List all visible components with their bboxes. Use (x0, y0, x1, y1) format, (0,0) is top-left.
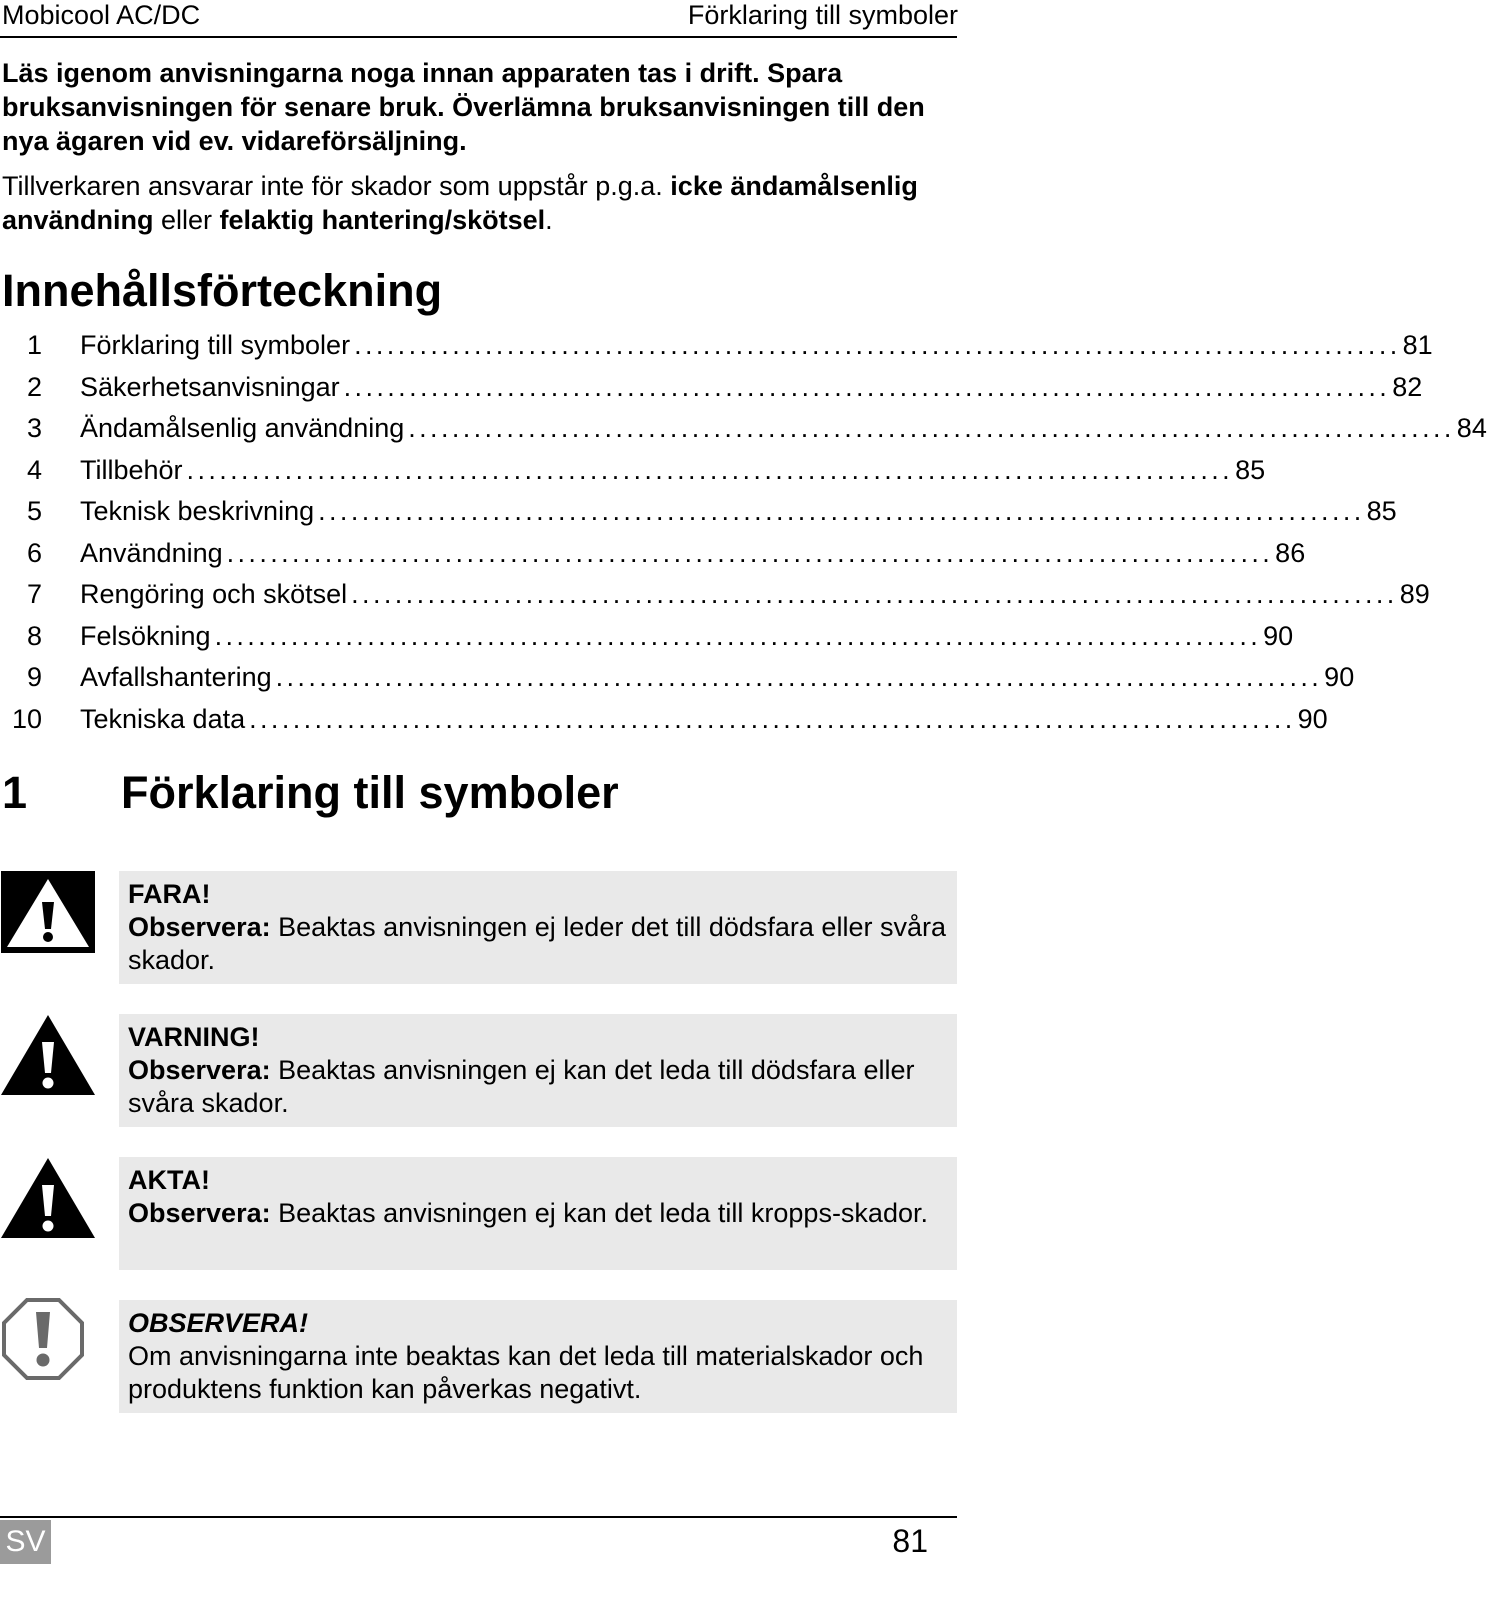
toc-entry-label: Användning (80, 538, 223, 568)
intro-reading-instructions: Läs igenom anvisningarna noga innan apparaten tas i drift. Spara bruksanvisningen för senare bruk. Överlämna bruksanvisningen till den nya ägaren vid ev. vidareförsäljning. (2, 58, 925, 156)
toc-entry-page: 90 (1297, 704, 1328, 734)
toc-entry-number: 4 (26, 455, 42, 485)
toc-entry-page: 82 (1392, 372, 1423, 402)
toc-entry-page: 81 (1402, 330, 1433, 360)
notice-body (128, 911, 947, 977)
toc-entry-label: Ändamålsenlig användning (80, 413, 405, 443)
toc-leader-dots: ................................................................................................ (226, 538, 1274, 568)
notice-danger (119, 871, 957, 984)
toc-entry[interactable] (0, 330, 1433, 370)
notice-label: Observera: (128, 912, 271, 942)
header-section-name: Förklaring till symboler (687, 0, 958, 30)
toc-leader-dots: ................................................................................................ (408, 413, 1455, 443)
toc-entry[interactable] (0, 662, 1355, 702)
liability-text-3: . (545, 205, 553, 235)
liability-text-2: eller (153, 205, 220, 235)
section-number: 1 (2, 767, 28, 818)
notice-heading: FARA! (128, 879, 211, 909)
toc-leader-dots: ................................................................................................ (214, 621, 1262, 651)
toc-leader-dots: ................................................................................................ (249, 704, 1296, 734)
toc-entry-number: 9 (26, 662, 42, 692)
toc-entry-page: 89 (1399, 579, 1430, 609)
intro-liability-note (2, 169, 957, 237)
toc-leader-dots: ................................................................................................ (351, 579, 1398, 609)
liability-emphasis-2: felaktig hantering/skötsel (219, 205, 546, 235)
notice-warning (119, 1014, 957, 1127)
toc-entry-number: 5 (26, 496, 42, 526)
toc-entry-page: 85 (1366, 496, 1397, 526)
notice-octagon-icon (2, 1298, 84, 1380)
toc-entry-label: Tillbehör (80, 455, 183, 485)
toc-entry[interactable] (0, 579, 1430, 619)
toc-entry-page: 90 (1324, 662, 1355, 692)
toc-entry-page: 85 (1235, 455, 1266, 485)
toc-leader-dots: ................................................................................................ (343, 372, 1391, 402)
notice-heading: OBSERVERA! (128, 1308, 309, 1338)
notice-heading: VARNING! (128, 1022, 260, 1052)
toc-title: Innehållsförteckning (2, 265, 443, 316)
page-number: 81 (892, 1523, 928, 1559)
toc-entry-number: 3 (26, 413, 42, 443)
toc-entry-number: 7 (26, 579, 42, 609)
notice-label: Observera: (128, 1198, 271, 1228)
notice-text: Beaktas anvisningen ej kan det leda till kropps-skador. (270, 1198, 928, 1228)
toc-entry-number: 10 (11, 704, 42, 734)
toc-leader-dots: ................................................................................................ (354, 330, 1401, 360)
notice-text: Beaktas anvisningen ej kan det leda till dödsfara eller svåra skador. (128, 1055, 915, 1118)
toc-entry[interactable] (0, 538, 1306, 578)
notice-label: Observera: (128, 1055, 271, 1085)
toc-entry-number: 6 (26, 538, 42, 568)
toc-entry[interactable] (0, 621, 1294, 661)
toc-entry-label: Teknisk beskrivning (80, 496, 315, 526)
header-product-name: Mobicool AC/DC (2, 0, 201, 30)
toc-entry-number: 1 (26, 330, 42, 360)
toc-leader-dots: ................................................................................................ (186, 455, 1234, 485)
toc-entry-page: 84 (1456, 413, 1487, 443)
toc-leader-dots: ................................................................................................ (318, 496, 1365, 526)
toc-entry[interactable] (0, 496, 1397, 536)
toc-entry-label: Felsökning (80, 621, 211, 651)
toc-entry-label: Rengöring och skötsel (80, 579, 348, 609)
caution-triangle-icon (0, 1157, 96, 1239)
footer-rule (0, 1516, 957, 1518)
toc-entry-page: 90 (1263, 621, 1294, 651)
section-title: Förklaring till symboler (121, 767, 619, 818)
notice-caution (119, 1157, 957, 1270)
toc-leader-dots: ................................................................................................ (275, 662, 1323, 692)
toc-entry[interactable] (0, 413, 1487, 453)
toc-entry-label: Säkerhetsanvisningar (80, 372, 340, 402)
header-rule (0, 36, 957, 38)
warning-triangle-icon (0, 1014, 96, 1096)
danger-warning-icon (0, 871, 96, 953)
notice-note (119, 1300, 957, 1413)
toc-entry-label: Tekniska data (80, 704, 246, 734)
toc-entry-page: 86 (1275, 538, 1306, 568)
toc-entry[interactable] (0, 704, 1328, 744)
liability-text-1: Tillverkaren ansvarar inte för skador som uppstår p.g.a. (2, 171, 671, 201)
notice-body (128, 1054, 947, 1120)
language-badge: SV (0, 1520, 51, 1564)
toc-entry[interactable] (0, 455, 1266, 495)
liability-emphasis-1: icke ändamålsenlig användning (2, 171, 918, 235)
notice-text: Beaktas anvisningen ej leder det till dödsfara eller svåra skador. (128, 912, 946, 975)
toc-entry-label: Avfallshantering (80, 662, 272, 692)
toc-entry-number: 2 (26, 372, 42, 402)
notice-body (128, 1197, 947, 1230)
toc-entry-label: Förklaring till symboler (80, 330, 351, 360)
notice-heading: AKTA! (128, 1165, 210, 1195)
notice-body: Om anvisningarna inte beaktas kan det leda till materialskador och produktens funktion kan påverkas negativt. (128, 1341, 924, 1404)
toc-entry[interactable] (0, 372, 1423, 412)
toc-entry-number: 8 (26, 621, 42, 651)
